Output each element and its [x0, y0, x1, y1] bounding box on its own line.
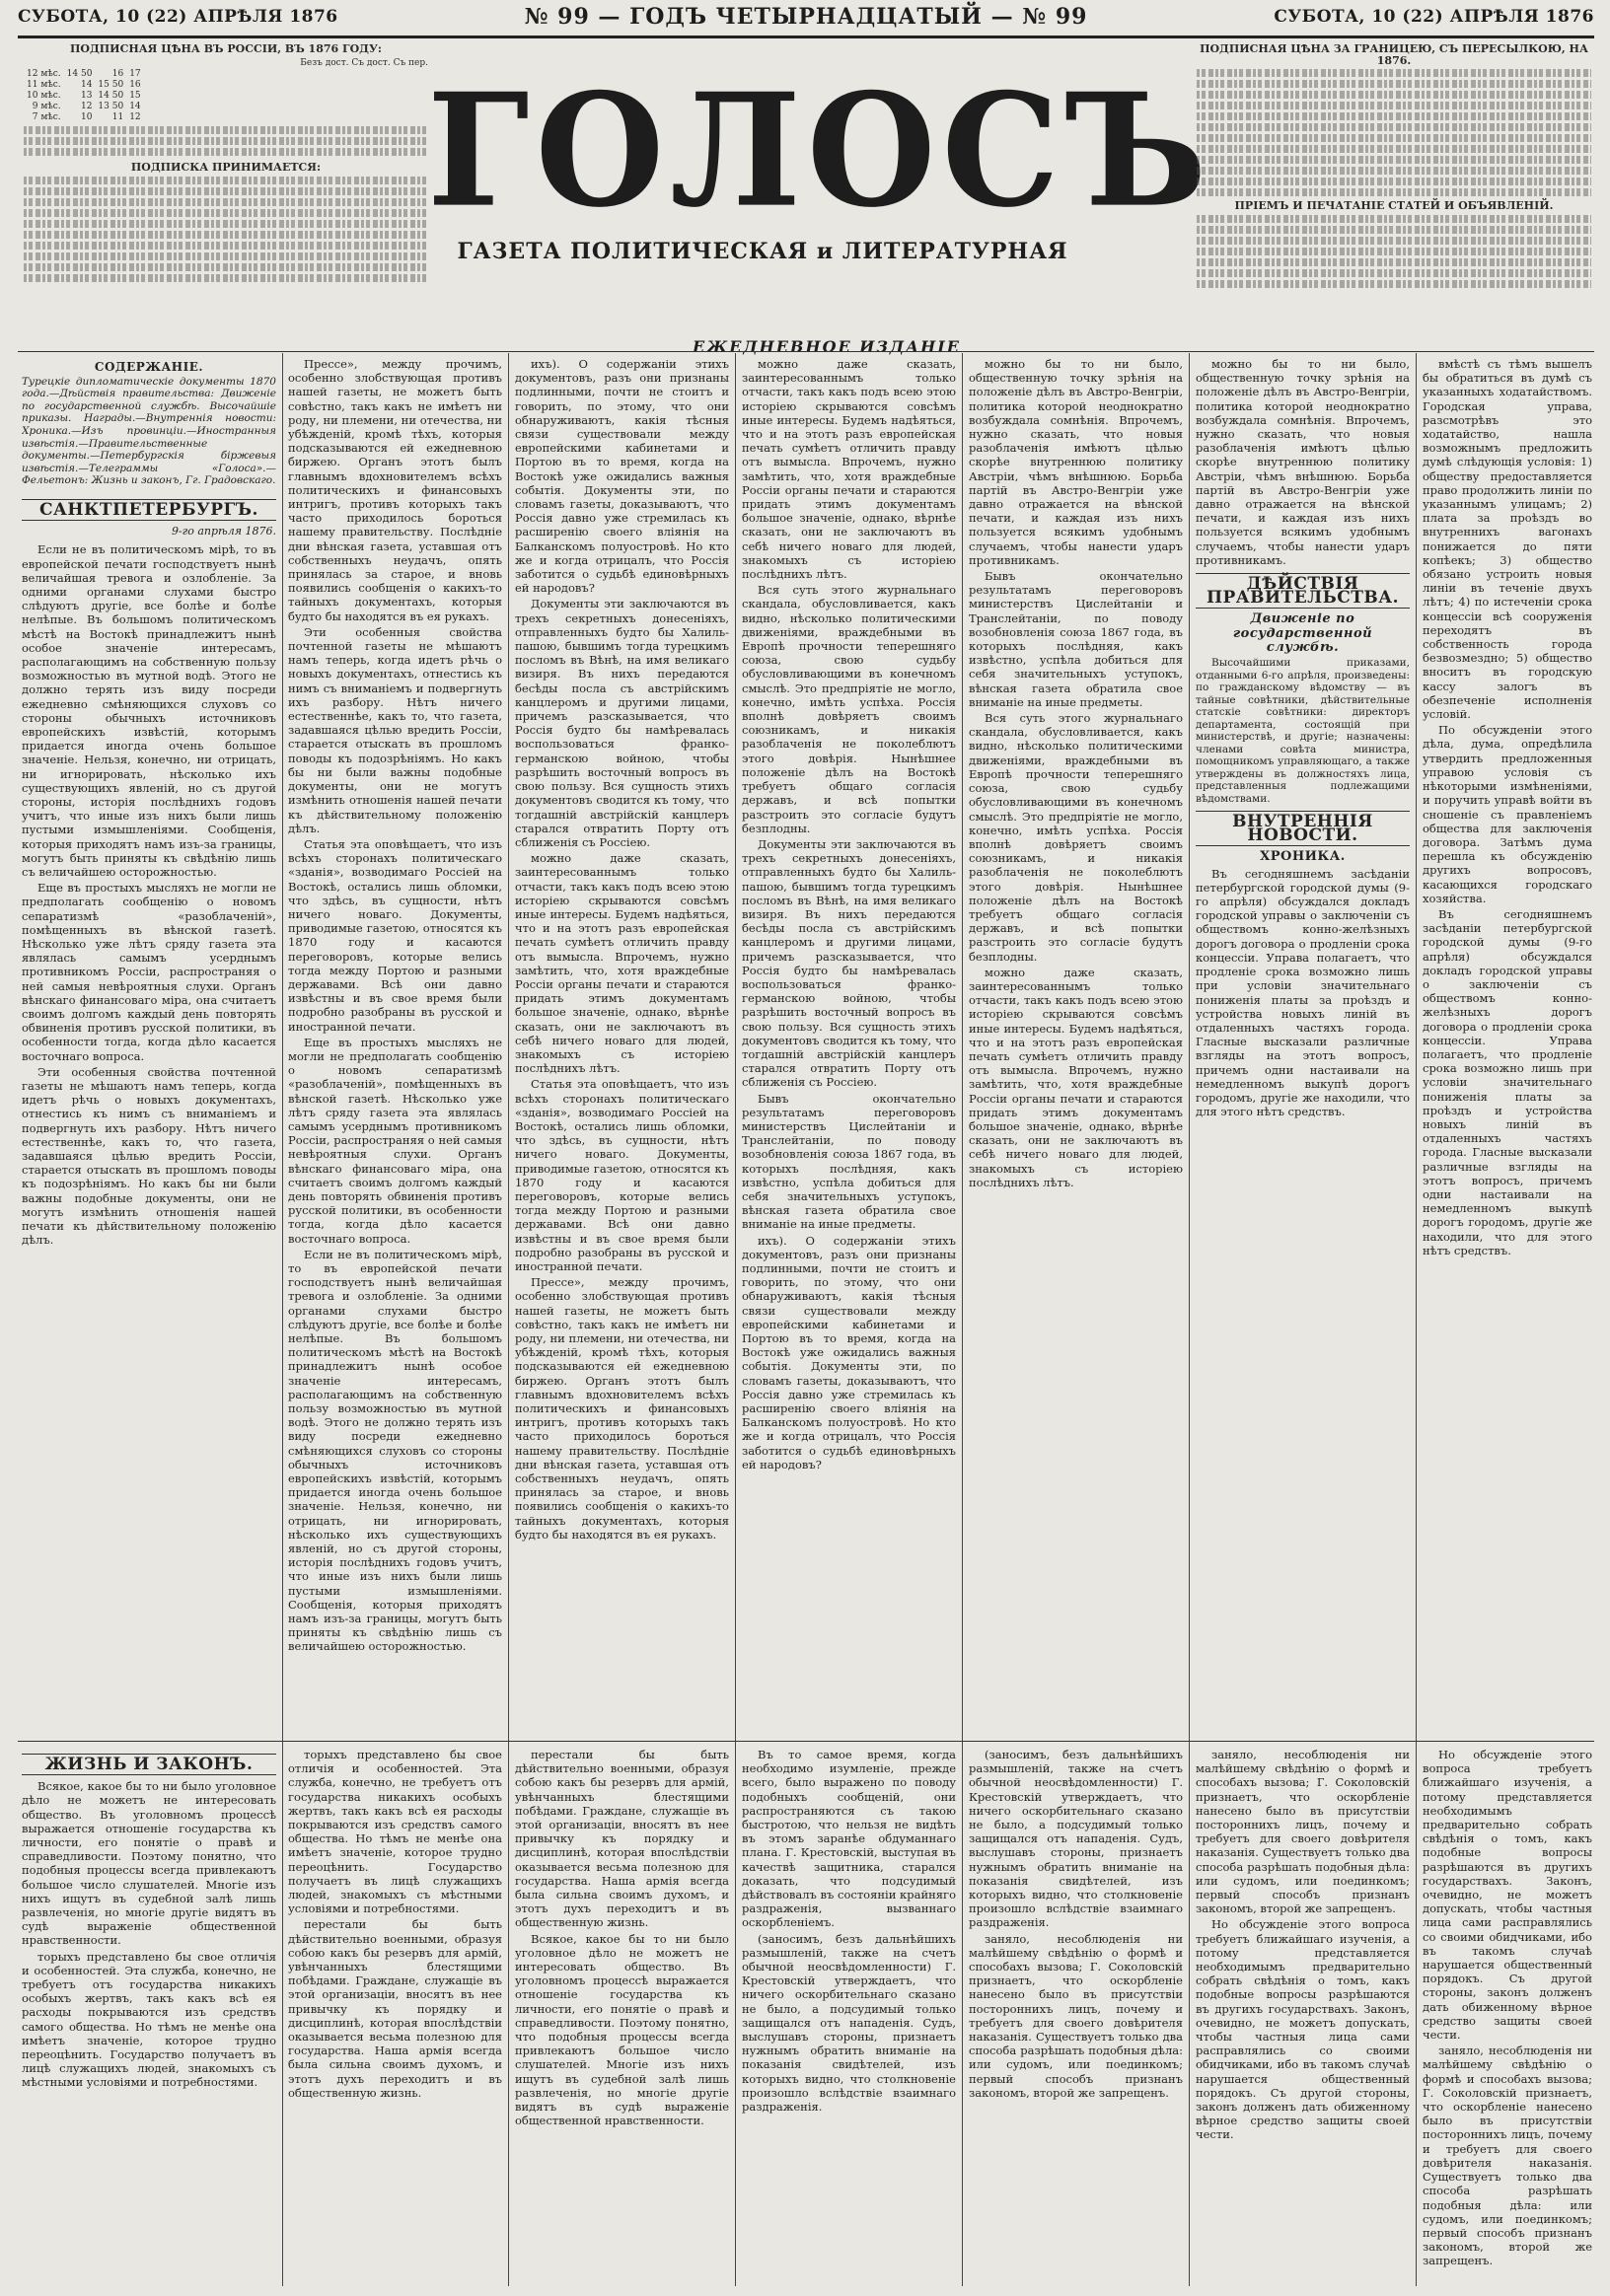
feuilleton-column-7: [1423, 1748, 1592, 2288]
newspaper-page: [18, 0, 1594, 2288]
article-paragraph: вмѣстѣ съ тѣмъ вышелъ бы обратиться въ думѣ съ указанныхъ ходатайствомъ. Городская управа, разсмотрѣвъ это ходатайство, нашла возможнымъ предложить думѣ слѣдующія условія: 1) обществу предоставляется право продолжить линіи по указаннымъ улицамъ; 2) плата за проѣздъ во внутреннихъ вагонахъ понижается до пяти копѣекъ; 3) общество обязано устроить новыя линіи въ теченіе двухъ лѣтъ; 4) по истеченіи срока концессіи всѣ сооруженія переходятъ въ собственность города безвозмездно; 5) общество вноситъ въ городскую кассу залогъ въ обезпеченіе исполненія условій.: [1423, 357, 1592, 722]
subscription-abroad-heading: ПОДПИСНАЯ ЦѢНА ЗА ГРАНИЦЕЮ, СЪ ПЕРЕСЫЛКОЮ, НА 1876.: [1200, 42, 1588, 67]
civil-service-heading: Движеніе по государственной службѣ.: [1232, 611, 1373, 655]
subscription-russia-heading: ПОДПИСНАЯ ЦѢНА ВЪ РОССІИ, ВЪ 1876 ГОДУ:: [70, 42, 382, 55]
column-2: [288, 357, 502, 1738]
column-6: [1196, 357, 1410, 1738]
feuilleton-column-5: [969, 1748, 1183, 2288]
chronicle-heading: ХРОНИКА.: [1260, 849, 1346, 865]
article-paragraph: можно даже сказать, заинтересованнымъ только отчасти, такъ какъ подъ всею этою исторіею скрываются совсѣмъ иные интересы. Будемъ надѣяться, что и на этотъ разъ европейская печать сумѣетъ отличить правду отъ вымысла. Впрочемъ, нужно замѣтить, что, хотя враждебные Россіи органы печати и стараются придать этимъ документамъ большое значеніе, однако, вѣрнѣе сказать, они не заключаютъ въ себѣ ничего новаго для людей, знакомыхъ съ исторіею послѣднихъ лѣтъ.: [742, 357, 956, 582]
article-paragraph: Въ то самое время, когда необходимо изумленіе, прежде всего, было выражено по поводу подобныхъ сообщеній, они распространяются съ такою быстротою, что нельзя не видѣть въ этомъ заранѣе обдуманнаго плана. Г. Крестовскій, выступая въ качествѣ защитника, старался доказать, что подсудимый дѣйствовалъ въ состояніи крайняго раздраженія, вызваннаго оскорбленіемъ.: [742, 1748, 956, 1930]
article-paragraph: Документы эти заключаются въ трехъ секретныхъ донесеніяхъ, отправленныхъ будто бы Халиль-пашою, бывшимъ тогда турецкимъ посломъ въ Вѣнѣ, на имя великаго визиря. Въ нихъ передаются бесѣды посла съ австрійскимъ канцлеромъ и другими лицами, причемъ разсказывается, что Россія будто бы намѣревалась воспользоваться франко-германскою войною, чтобы разрѣшить восточный вопросъ въ свою пользу. Вся сущность этихъ документовъ сводится къ тому, что тогдашній австрійскій канцлеръ старался отвратить Порту отъ сближенія съ Россіею.: [742, 836, 956, 1090]
newspaper-title: ГОЛОСЪ: [427, 59, 1213, 243]
column-7: [1423, 357, 1592, 1738]
masthead: [427, 59, 1213, 264]
column-3: [515, 357, 729, 1738]
article-paragraph: перестали бы быть дѣйствительно военными, образуя собою какъ бы резервъ для армій, увѣнчанныхъ блестящими побѣдами. Граждане, служащіе въ этой организаціи, вносятъ въ нее привычку къ порядку и дисциплинѣ, которая впослѣдствіи оказывается весьма полезною для государства. Наша армія всегда была сильна своимъ духомъ, и этотъ духъ переходитъ и въ общественную жизнь.: [515, 1748, 729, 1930]
article-paragraph: По обсужденіи этого дѣла, дума, опредѣлила утвердить предложенныя управою условія съ нѣкоторыми измѣненіями, и поручить управѣ войти въ сношеніе съ правленіемъ общества для заключенія договора. Затѣмъ дума перешла къ обсужденію другихъ вопросовъ, касающихся городскаго хозяйства.: [1423, 723, 1592, 905]
feuilleton-column-1: [22, 1748, 276, 2288]
dateline: [18, 2, 1594, 32]
article-paragraph: Эти особенныя свойства почтенной газеты не мѣшаютъ намъ теперь, когда идетъ рѣчь о новыхъ документахъ, отнестись къ нимъ съ вниманіемъ и подвергнуть ихъ разбору. Нѣтъ ничего естественнѣе, какъ то, что газета, задавшаяся цѣлью вредить Россіи, старается отыскать въ прошломъ поводы къ подозрѣніямъ. Но какъ бы ни были важны подобные документы, они не могутъ измѣнить отношенія нашей печати къ дѣйствительному положенію дѣлъ.: [22, 1064, 276, 1248]
article-paragraph: (заносимъ, безъ дальнѣйшихъ размышленій, также на счетъ обычной неосвѣдомленности) Г. Крестовскій утверждаетъ, что ничего оскорбительнаго сказано не было, а подсудимый только защищался отъ нападенія. Судъ, выслушавъ стороны, признаетъ нужнымъ обратить вниманіе на показанія свидѣтелей, изъ которыхъ видно, что столкновеніе произошло вслѣдствіе взаимнаго раздраженія.: [742, 1931, 956, 2115]
article-paragraph: Всякое, какое бы то ни было уголовное дѣло не можетъ не интересовать общество. Въ уголовномъ процессѣ выражается отношеніе государства къ личности, его понятіе о правѣ и справедливости. Поэтому понятно, что подобныя процессы всегда привлекаютъ большое число слушателей. Многіе изъ нихъ ищутъ въ судебной залѣ лишь развлеченія, но многіе другіе видятъ въ судѣ выраженіе общественной нравственности.: [22, 1779, 276, 1948]
article-paragraph: Въ сегодняшнемъ засѣданіи петербургской городской думы (9-го апрѣля) обсуждался докладъ городской управы о заключеніи съ обществомъ конно-желѣзныхъ дорогъ договора о продленіи срока концессіи. Управа полагаетъ, что продленіе срока возможно лишь при условіи значительнаго пониженія платы за проѣздъ и устройства новыхъ линій въ отдаленныхъ частяхъ города. Гласные высказали различные взгляды на этотъ вопросъ, причемъ одни настаивали на немедленномъ выкупѣ дорогъ городомъ, другіе же находили, что для этого нѣтъ средствъ.: [1423, 906, 1592, 1257]
subscription-table: [24, 69, 144, 123]
article-paragraph: можно бы то ни было, общественную точку зрѣнія на положеніе дѣлъ въ Австро-Венгріи, политика которой неоднократно возбуждала сомнѣнія. Впрочемъ, нужно сказать, что новыя разоблаченія имѣютъ цѣлью скорѣе внутреннюю политику Австріи, чѣмъ внѣшнюю. Борьба партій въ Австро-Венгріи уже давно отражается на вѣнской печати, и каждая изъ нихъ пользуется всякимъ удобнымъ случаемъ, чтобы нанести ударъ противникамъ.: [969, 357, 1183, 567]
article-paragraph: Еще въ простыхъ мысляхъ не могли не предполагать сообщенію о новомъ сепаратизмѣ «разоблаченій», помѣщенныхъ въ вѣнской газетѣ. Нѣсколько уже лѣтъ сряду газета эта являлась самымъ усерднымъ противникомъ Россіи, распространяя о ней самыя невѣроятныя слухи. Органъ вѣнскаго финансоваго міра, она считаетъ своимъ долгомъ каждый день повторять обвиненія противъ русской политики, въ особенности тогда, когда дѣло касается восточнаго вопроса.: [288, 1035, 502, 1246]
article-paragraph: Но обсужденіе этого вопроса требуетъ ближайшаго изученія, а потому представляется необходимымъ предварительно собрать свѣдѣнія о томъ, какъ подобные вопросы разрѣшаются въ другихъ государствахъ. Законъ, очевидно, не можетъ допускать, чтобы частныя лица сами расправлялись со своими обидчиками, ибо въ такомъ случаѣ нарушается общественный порядокъ. Съ другой стороны, законъ долженъ дать обиженному вѣрное средство защиты своей чести.: [1423, 1748, 1592, 2043]
subscription-abroad: [1197, 43, 1591, 291]
article-paragraph: Эти особенныя свойства почтенной газеты не мѣшаютъ намъ теперь, когда идетъ рѣчь о новыхъ документахъ, отнестись къ нимъ съ вниманіемъ и подвергнуть ихъ разбору. Нѣтъ ничего естественнѣе, какъ то, что газета, задавшаяся цѣлью вредить Россіи, старается отыскать въ прошломъ поводы къ подозрѣніямъ. Но какъ бы ни были важны подобные документы, они не могутъ измѣнить отношенія нашей печати къ дѣйствительному положенію дѣлъ.: [288, 624, 502, 835]
article-paragraph: Бывъ окончательно результатамъ переговоровъ министерствъ Цислейтаніи и Транслейтаніи, по поводу возобновленія союза 1867 года, въ которыхъ послѣдняя, какъ извѣстно, успѣла добиться для себя значительныхъ уступокъ, вѣнская газета обратила свое вниманіе на иные предметы.: [969, 569, 1183, 709]
column-4: [742, 357, 956, 1738]
article-paragraph: можно даже сказать, заинтересованнымъ только отчасти, такъ какъ подъ всею этою исторіею скрываются совсѣмъ иные интересы. Будемъ надѣяться, что и на этотъ разъ европейская печать сумѣетъ отличить правду отъ вымысла. Впрочемъ, нужно замѣтить, что, хотя враждебные Россіи органы печати и стараются придать этимъ документамъ большое значеніе, однако, вѣрнѣе сказать, они не заключаютъ въ себѣ ничего новаго для людей, знакомыхъ съ исторіею послѣднихъ лѣтъ.: [515, 851, 729, 1076]
article-paragraph: Всякое, какое бы то ни было уголовное дѣло не можетъ не интересовать общество. Въ уголовномъ процессѣ выражается отношеніе государства къ личности, его понятіе о правѣ и справедливости. Поэтому понятно, что подобныя процессы всегда привлекаютъ большое число слушателей. Многіе изъ нихъ ищутъ въ судебной залѣ лишь развлеченія, но многіе другіе видятъ въ судѣ выраженіе общественной нравственности.: [515, 1931, 729, 2128]
subscription-russia: [24, 43, 428, 285]
column-rule: [282, 353, 283, 2286]
article-paragraph: ихъ). О содержаніи этихъ документовъ, разъ они признаны подлинными, почти не стоитъ и говорить, по этому, что они обнаруживаютъ, какія тѣсныя связи существовали между европейскими кабинетами и Портою въ то время, когда на Востокѣ уже ожидались важныя событія. Документы эти, по словамъ газеты, доказываютъ, что Россія давно уже стремилась къ расширенію своего вліянія на Балканскомъ полуостровѣ. Но кто же и когда отрицалъ, что Россія заботится о судьбѣ единовѣрныхъ ей народовъ?: [515, 357, 729, 596]
masthead-rule: [18, 351, 1594, 352]
top-rule: [18, 36, 1594, 38]
newspaper-subtitle: ГАЗЕТА ПОЛИТИЧЕСКАЯ и ЛИТЕРАТУРНАЯ: [457, 239, 1068, 264]
article-paragraph: Но обсужденіе этого вопроса требуетъ ближайшаго изученія, а потому представляется необходимымъ предварительно собрать свѣдѣнія о томъ, какъ подобные вопросы разрѣшаются въ другихъ государствахъ. Законъ, очевидно, не можетъ допускать, чтобы частныя лица сами расправлялись со своими обидчиками, ибо въ такомъ случаѣ нарушается общественный порядокъ. Съ другой стороны, законъ долженъ дать обиженному вѣрное средство защиты своей чести.: [1196, 1917, 1410, 2142]
table-row: 10 мѣс. 13 14 50 15: [27, 91, 141, 101]
article-paragraph: торыхъ представлено бы свое отличія и особенностей. Эта служба, конечно, не требуетъ отъ государства никакихъ особыхъ жертвъ, такъ какъ всѣ ея расходы покрываются изъ средствъ самого общества. Но тѣмъ не менѣе она имѣетъ значеніе, которое трудно переоцѣнить. Государство получаетъ въ лицѣ служащихъ людей, знакомыхъ съ мѣстными условіями и потребностями.: [22, 1949, 276, 2090]
column-rule: [508, 353, 509, 2286]
government-heading: ДѢЙСТВІЯ ПРАВИТЕЛЬСТВА.: [1196, 573, 1410, 609]
column-rule: [735, 353, 736, 2286]
column-5: [969, 357, 1183, 1738]
article-paragraph: Бывъ окончательно результатамъ переговоровъ министерствъ Цислейтаніи и Транслейтаніи, по поводу возобновленія союза 1867 года, въ которыхъ послѣдняя, какъ извѣстно, успѣла добиться для себя значительныхъ уступокъ, вѣнская газета обратила свое вниманіе на иные предметы.: [742, 1091, 956, 1232]
column-rule: [962, 353, 963, 2286]
feuilleton-column-6: [1196, 1748, 1410, 2288]
feuilleton-column-4: [742, 1748, 956, 2288]
table-row: 11 мѣс. 14 15 50 16: [27, 80, 141, 90]
toc-heading: СОДЕРЖАНІЕ.: [94, 360, 204, 374]
article-paragraph: заняло, несоблюденія ни малѣйшему свѣдѣнію о формѣ и способахъ вызова; Г. Соколовскій признаетъ, что оскорбленіе нанесено было въ присутствіи постороннихъ лицъ, почему и требуетъ для своего довѣрителя наказанія. Существуетъ только два способа разрѣшать подобныя дѣла: или судомъ, или поединкомъ; первый способъ признанъ закономъ, второй же запрещенъ.: [1196, 1748, 1410, 1916]
column-rule: [1189, 353, 1190, 2286]
ads-heading: ПРІЕМЪ И ПЕЧАТАНІЕ СТАТЕЙ И ОБЪЯВЛЕНІЙ.: [1234, 199, 1554, 212]
domestic-news-heading: ВНУТРЕННІЯ НОВОСТИ.: [1196, 811, 1410, 846]
article-paragraph: Еще въ простыхъ мысляхъ не могли не предполагать сообщенію о новомъ сепаратизмѣ «разоблаченій», помѣщенныхъ въ вѣнской газетѣ. Нѣсколько уже лѣтъ сряду газета эта являлась самымъ усерднымъ противникомъ Россіи, распространяя о ней самыя невѣроятныя слухи. Органъ вѣнскаго финансоваго міра, она считаетъ своимъ долгомъ каждый день повторять обвиненія противъ русской политики, въ особенности тогда, когда дѣло касается восточнаго вопроса.: [22, 881, 276, 1063]
article-paragraph: Въ сегодняшнемъ засѣданіи петербургской городской думы (9-го апрѣля) обсуждался докладъ городской управы о заключеніи съ обществомъ конно-желѣзныхъ дорогъ договора о продленіи срока концессіи. Управа полагаетъ, что продленіе срока возможно лишь при условіи значительнаго пониженія платы за проѣздъ и устройства новыхъ линій въ отдаленныхъ частяхъ города. Гласные высказали различные взгляды на этотъ вопросъ, причемъ одни настаивали на немедленномъ выкупѣ дорогъ городомъ, другіе же находили, что для этого нѣтъ средствъ.: [1196, 866, 1410, 1119]
toc-text: Турецкіе дипломатическіе документы 1870 года.—Дѣйствія правительства: Движеніе по государственной службѣ. Высочайшіе приказы. Награды.—Внутреннія новости: Хроника.—Изъ провинціи.—Иностранныя извѣстія.—Правительственные документы.—Петербургскія біржевыя извѣстія.—Телеграммы «Голоса».—Фельетонъ: Жизнь и законъ, Гг. Градовскаго.: [22, 375, 276, 487]
article-paragraph: торыхъ представлено бы свое отличія и особенностей. Эта служба, конечно, не требуетъ отъ государства никакихъ особыхъ жертвъ, такъ какъ всѣ ея расходы покрываются изъ средствъ самого общества. Но тѣмъ не менѣе она имѣетъ значеніе, которое трудно переоцѣнить. Государство получаетъ въ лицѣ служащихъ людей, знакомыхъ съ мѣстными условіями и потребностями.: [288, 1748, 502, 1916]
edition-label: ЕЖЕДНЕВНОЕ ИЗДАНІЕ: [693, 337, 961, 356]
column-rule: [1416, 353, 1417, 2286]
article-paragraph: перестали бы быть дѣйствительно военными, образуя собою какъ бы резервъ для армій, увѣнчанныхъ блестящими побѣдами. Граждане, служащіе въ этой организаціи, вносятъ въ нее привычку къ порядку и дисциплинѣ, которая впослѣдствіи оказывается весьма полезною для государства. Наша армія всегда была сильна своимъ духомъ, и этотъ духъ переходитъ и въ общественную жизнь.: [288, 1917, 502, 2100]
subscription-accepted-heading: ПОДПИСКА ПРИНИМАЕТСЯ:: [130, 161, 322, 174]
issue-number: № 99 — ГОДЪ ЧЕТЫРНАДЦАТЫЙ — № 99: [524, 4, 1088, 30]
article-paragraph: Статья эта оповѣщаетъ, что изъ всѣхъ сторонахъ политическаго «зданія», возводимаго Россіей на Востокѣ, остались лишь обломки, что здѣсь, въ сущности, нѣтъ ничего новаго. Документы, приводимые газетою, относятся къ 1870 году и касаются переговоровъ, которые велись тогда между Портою и разными державами. Всѣ они давно извѣстны и въ свое время были подробно разобраны въ русской и иностранной печати.: [515, 1077, 729, 1273]
article-paragraph: (заносимъ, безъ дальнѣйшихъ размышленій, также на счетъ обычной неосвѣдомленности) Г. Крестовскій утверждаетъ, что ничего оскорбительнаго сказано не было, а подсудимый только защищался отъ нападенія. Судъ, выслушавъ стороны, признаетъ нужнымъ обратить вниманіе на показанія свидѣтелей, изъ которыхъ видно, что столкновеніе произошло вслѣдствіе взаимнаго раздраженія.: [969, 1748, 1183, 1930]
feuilleton-column-2: [288, 1748, 502, 2288]
article-paragraph: Если не въ политическомъ мірѣ, то въ европейской печати господствуетъ нынѣ величайшая тревога и озлобленіе. За одними органами слухами быстро слѣдуютъ другіе, все болѣе и болѣе нелѣпые. Въ большомъ политическомъ мѣстѣ на Востокѣ принадлежитъ нынѣ особое значеніе интересамъ, располагающимъ на собственную пользу возможностью въ мутной водѣ. Этого не должно терять изъ виду посреди ежедневно смѣняющихся слуховъ со стороны обычныхъ источниковъ европейскихъ извѣстій, которымъ придается иногда очень большое значеніе. Нельзя, конечно, ни отрицать, ни игнорировать, нѣсколько ихъ существующихъ явленій, но съ другой стороны, исторія послѣднихъ годовъ учитъ, что иные изъ нихъ были лишь пустыми измышленіями. Сообщенія, которыя приходятъ намъ изъ-за границы, могутъ быть приняты къ свѣдѣнію лишь съ величайшею осторожностью.: [288, 1247, 502, 1654]
article-paragraph: можно бы то ни было, общественную точку зрѣнія на положеніе дѣлъ въ Австро-Венгріи, политика которой неоднократно возбуждала сомнѣнія. Впрочемъ, нужно сказать, что новыя разоблаченія имѣютъ цѣлью скорѣе внутреннюю политику Австріи, чѣмъ внѣшнюю. Борьба партій въ Австро-Венгріи уже давно отражается на вѣнской печати, и каждая изъ нихъ пользуется всякимъ удобнымъ случаемъ, чтобы нанести ударъ противникамъ.: [1196, 357, 1410, 567]
spb-heading: САНКТПЕТЕРБУРГЪ.: [22, 499, 276, 521]
article-paragraph: можно даже сказать, заинтересованнымъ только отчасти, такъ какъ подъ всею этою исторіею скрываются совсѣмъ иные интересы. Будемъ надѣяться, что и на этотъ разъ европейская печать сумѣетъ отличить правду отъ вымысла. Впрочемъ, нужно замѣтить, что, хотя враждебные Россіи органы печати и стараются придать этимъ документамъ большое значеніе, однако, вѣрнѣе сказать, они не заключаютъ въ себѣ ничего новаго для людей, знакомыхъ съ исторіею послѣднихъ лѣтъ.: [969, 965, 1183, 1189]
table-row: 12 мѣс. 14 50 16 17: [27, 69, 141, 79]
article-paragraph: Документы эти заключаются въ трехъ секретныхъ донесеніяхъ, отправленныхъ будто бы Халиль-пашою, бывшимъ тогда турецкимъ посломъ въ Вѣнѣ, на имя великаго визиря. Въ нихъ передаются бесѣды посла съ австрійскимъ канцлеромъ и другими лицами, причемъ разсказывается, что Россія будто бы намѣревалась воспользоваться франко-германскою войною, чтобы разрѣшить восточный вопросъ въ свою пользу. Вся сущность этихъ документовъ сводится къ тому, что тогдашній австрійскій канцлеръ старался отвратить Порту отъ сближенія съ Россіею.: [515, 597, 729, 849]
article-paragraph: заняло, несоблюденія ни малѣйшему свѣдѣнію о формѣ и способахъ вызова; Г. Соколовскій признаетъ, что оскорбленіе нанесено было въ присутствіи постороннихъ лицъ, почему и требуетъ для своего довѣрителя наказанія. Существуетъ только два способа разрѣшать подобныя дѣла: или судомъ, или поединкомъ; первый способъ признанъ закономъ, второй же запрещенъ.: [969, 1931, 1183, 2100]
table-row: 9 мѣс. 12 13 50 14: [32, 102, 141, 111]
article-paragraph: Вся суть этого журнальнаго скандала, обусловливается, какъ видно, нѣсколько политическими движеніями, враждебными въ Европѣ прочности теперешняго союза, свою судьбу обусловливающими въ конечномъ смыслѣ. Это предпріятіе не могло, конечно, имѣть успѣха. Россія вполнѣ довѣряетъ своимъ союзникамъ, и никакія разоблаченія не поколеблютъ этого довѣрія. Нынѣшнее положеніе дѣлъ на Востокѣ требуетъ общаго согласія державъ, и всѣ попытки разстроить это согласіе будутъ безплодны.: [969, 711, 1183, 964]
article-paragraph: Если не въ политическомъ мірѣ, то въ европейской печати господствуетъ нынѣ величайшая тревога и озлобленіе. За одними органами слухами быстро слѣдуютъ другіе, все болѣе и болѣе нелѣпые. Въ большомъ политическомъ мѣстѣ на Востокѣ принадлежитъ нынѣ особое значеніе интересамъ, располагающимъ на собственную пользу возможностью въ мутной водѣ. Этого не должно терять изъ виду посреди ежедневно смѣняющихся слуховъ со стороны обычныхъ источниковъ европейскихъ извѣстій, которымъ придается иногда очень большое значеніе. Нельзя, конечно, ни отрицать, ни игнорировать, нѣсколько ихъ существующихъ явленій, но съ другой стороны, исторія послѣднихъ годовъ учитъ, что иные изъ нихъ были лишь пустыми измышленіями. Сообщенія, которыя приходятъ намъ изъ-за границы, могутъ быть приняты къ свѣдѣнію лишь съ величайшею осторожностью.: [22, 542, 276, 880]
table-row: 7 мѣс. 10 11 12: [32, 112, 141, 122]
feuilleton-column-3: [515, 1748, 729, 2288]
feuilleton-rule: [18, 1741, 1594, 1742]
feuilleton-heading: ЖИЗНЬ И ЗАКОНЪ.: [22, 1754, 276, 1775]
table-of-contents: [22, 361, 276, 487]
spb-date: 9-го апрѣля 1876.: [171, 525, 276, 538]
column-1: [22, 357, 276, 1738]
date-right: СУБОТА, 10 (22) АПРѢЛЯ 1876: [1274, 7, 1594, 27]
article-paragraph: Вся суть этого журнальнаго скандала, обусловливается, какъ видно, нѣсколько политическими движеніями, враждебными въ Европѣ прочности теперешняго союза, свою судьбу обусловливающими въ конечномъ смыслѣ. Это предпріятіе не могло, конечно, имѣть успѣха. Россія вполнѣ довѣряетъ своимъ союзникамъ, и никакія разоблаченія не поколеблютъ этого довѣрія. Нынѣшнее положеніе дѣлъ на Востокѣ требуетъ общаго согласія державъ, и всѣ попытки разстроить это согласіе будутъ безплодны.: [742, 583, 956, 835]
article-paragraph: Высочайшими приказами, отданными 6-го апрѣля, произведены: по гражданскому вѣдомству — въ тайные совѣтники, дѣйствительные статскіе совѣтники: директоръ департамента, состоящій при министерствѣ, и другіе; назначены: членами совѣта министра, помощникомъ управляющаго, а также утверждены въ должностяхъ лица, представленныя подлежащими вѣдомствами.: [1196, 657, 1410, 805]
date-left: СУБОТА, 10 (22) АПРѢЛЯ 1876: [18, 7, 338, 27]
article-paragraph: Прессе», между прочимъ, особенно злобствующая противъ нашей газеты, не можетъ быть совѣстно, такъ какъ не имѣетъ ни роду, ни племени, ни отечества, ни убѣжденій, кромѣ тѣхъ, которыя подсказываются ей ежедневною биржею. Органъ этотъ былъ главнымъ вдохновителемъ всѣхъ политическихъ и финансовыхъ интригъ, противъ которыхъ такъ часто приходилось бороться нашему правительству. Послѣдніе дни вѣнская газета, уставшая отъ собственныхъ неудачъ, опять принялась за старое, и вновь появились сообщенія о какихъ-то тайныхъ документахъ, которыя будто бы находятся въ ея рукахъ.: [515, 1275, 729, 1542]
subscription-col-heads: Безъ дост. Съ дост. Съ пер.: [300, 57, 428, 68]
article-paragraph: заняло, несоблюденія ни малѣйшему свѣдѣнію о формѣ и способахъ вызова; Г. Соколовскій признаетъ, что оскорбленіе нанесено было въ присутствіи постороннихъ лицъ, почему и требуетъ для своего довѣрителя наказанія. Существуетъ только два способа разрѣшать подобныя дѣла: или судомъ, или поединкомъ; первый способъ признанъ закономъ, второй же запрещенъ.: [1423, 2044, 1592, 2268]
article-paragraph: Статья эта оповѣщаетъ, что изъ всѣхъ сторонахъ политическаго «зданія», возводимаго Россіей на Востокѣ, остались лишь обломки, что здѣсь, въ сущности, нѣтъ ничего новаго. Документы, приводимые газетою, относятся къ 1870 году и касаются переговоровъ, которые велись тогда между Портою и разными державами. Всѣ они давно извѣстны и въ свое время были подробно разобраны въ русской и иностранной печати.: [288, 836, 502, 1034]
article-paragraph: Прессе», между прочимъ, особенно злобствующая противъ нашей газеты, не можетъ быть совѣстно, такъ какъ не имѣетъ ни роду, ни племени, ни отечества, ни убѣжденій, кромѣ тѣхъ, которыя подсказываются ей ежедневною биржею. Органъ этотъ былъ главнымъ вдохновителемъ всѣхъ политическихъ и финансовыхъ интригъ, противъ которыхъ такъ часто приходилось бороться нашему правительству. Послѣдніе дни вѣнская газета, уставшая отъ собственныхъ неудачъ, опять принялась за старое, и вновь появились сообщенія о какихъ-то тайныхъ документахъ, которыя будто бы находятся въ ея рукахъ.: [288, 357, 502, 623]
article-paragraph: ихъ). О содержаніи этихъ документовъ, разъ они признаны подлинными, почти не стоитъ и говорить, по этому, что они обнаруживаютъ, какія тѣсныя связи существовали между европейскими кабинетами и Портою въ то время, когда на Востокѣ уже ожидались важныя событія. Документы эти, по словамъ газеты, доказываютъ, что Россія давно уже стремилась къ расширенію своего вліянія на Балканскомъ полуостровѣ. Но кто же и когда отрицалъ, что Россія заботится о судьбѣ единовѣрныхъ ей народовъ?: [742, 1233, 956, 1471]
